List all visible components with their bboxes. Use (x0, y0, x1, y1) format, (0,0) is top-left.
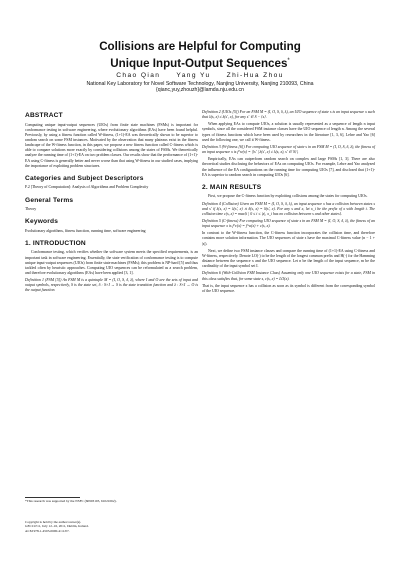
authors: Chao Qian Yang Yu Zhi-Hua Zhou (116, 72, 284, 79)
definition-6: Definition 6 (With-Collision FSM Instance Class) Assuming only one UIO sequence exists for a state, FSM in this class satisfies that, for some state s, c(s, x) = LO(x). (202, 271, 375, 281)
right-paragraph-2: Empirically, EAs can outperform random search on complex and large FSMs [1, 3]. There are also theoretical studies disclosing the behaviors of EAs on computing UIOs. For example, Lehre and Yao analyzed the influence of the EA configurations on the running time for computing UIOs [7], and disclosed that (1+1)-EA is superior to random search in computing UIOs [6]. (202, 157, 375, 177)
introduction-heading: 1. INTRODUCTION (25, 239, 86, 247)
introduction-text: Conformance testing, which verifies whether the software system meets the specified requirements, is an important task in software engineering. Essentially, the state verification of conformance testing is to compute unique input-output sequences (UIOs) from finite state machines (FSMs); this problem is NP-hard [5] and thus tackled often by heuristic approaches. Computing UIO sequences can be reformulated as a search problem, and therefore evolutionary algorithms (EAs) have been applied [3, 1]. (25, 250, 198, 275)
title-footnote-mark: * (287, 58, 290, 64)
copyright-line-1: Copyright is held by the author/owner(s). (25, 520, 82, 524)
keywords-heading: Keywords (25, 218, 59, 226)
title-line-1: Collisions are Helpful for Computing (99, 40, 301, 53)
categories-heading: Categories and Subject Descriptors (25, 174, 144, 182)
general-terms-heading: General Terms (25, 196, 74, 204)
copyright-line-3: ACM 978-1-4503-0690-4/11/07. (25, 528, 70, 533)
right-paragraph-1: When applying EAs to compute UIOs, a solution is usually represented as a sequence of length n input symbols, since all the considered FSM instance classes have the UIO sequence of length n. Among the several types of fitness functions which have been used by researchers in the literature [1, 3, 6], Lehre and Yao [6] used the following one, we call it W-fitness. (202, 122, 375, 142)
definition-3: Definition 3 (W-fitness [6]) For computing UIO sequence of state s in an FSM M = (I, O, S, δ, λ), the fitness of an input sequence x is f^w(x) = |{s' | λ(s', x) ≠ λ(s, x), s' ∈ S}|. (202, 144, 375, 155)
abstract-text: Computing unique input-output sequences (UIOs) from finite state machines (FSMs) is important for conformance testing in software engineering, where evolutionary algorithms (EAs) have been found helpful. Previously, by using a fitness function called W-fitness, (1+1)-EA was theoretically shown to be superior to random search on some FSM instances. Motivated by the observation that many plateaus exist in the fitness landscape of the W-fitness function, in this paper, we propose a new fitness function called C-fitness which is able to compare solutions more exactly by considering collisions among the states of FSMs. We theoretically analyze the running time of (1+1)-EA on two problem classes. Our results show that the performance of (1+1)-EA using C-fitness is generally better and never worse than that using W-fitness in our studied cases, implying the importance of exploiting problem structures. (25, 122, 198, 168)
right-column (202, 110, 375, 296)
title-line-2-text: Unique Input-Output Sequences (110, 56, 288, 70)
keywords-text: Evolutionary algorithms, fitness function, running time, software engineering (25, 228, 146, 233)
definition-2: Definition 2 (UIOs [5]) For an FSM M = (I, O, S, δ, λ), an UIO sequence of state s is an input sequence x such that λ(s, x) ≠ λ(s', x), for any s' ∈ S − {s}. (202, 110, 375, 120)
footnote-rule (25, 497, 80, 498)
footnote: *This research was supported by the NSFC (60903103, 61021062). (25, 499, 117, 503)
definition-4: Definition 4 (Collision) Given an FSM M = (I, O, S, δ, λ), an input sequence x has a collision between states s and s' if λ(s, x) = λ(s', x) ∧ δ(s, x) = δ(s', x). For any s and x, let x_i be the prefix of x with length i. The collision time c(s, x) = max{i | 0 ≤ i ≤ |x|, x_i has no collision between s and other states}. (202, 201, 375, 216)
right-paragraph-4: In contrast to the W-fitness function, the C-fitness function incorporates the collision time, and therefore contains more solution information. The UIO sequences of state s have the maximal C-fitness value (n − 1 + |s|). (202, 231, 375, 246)
categories-text: F.2 [Theory of Computation]: Analysis of Algorithms and Problem Complexity (25, 185, 149, 190)
definition-5: Definition 5 (C-fitness) For computing UIO sequence of state s in an FSM M = (I, O, S, δ, λ), the fitness of an input sequence x is f^c(x) = f^w(x) + c(s, x). (202, 219, 375, 229)
affiliation-line-2: {qianc,yuy,zhouzh}@lamda.nju.edu.cn (156, 87, 244, 94)
definition-1: Definition 1 (FSM [5]) An FSM M is a quintuple M = (I, O, S, δ, λ), where I and O are the sets of input and output symbols, respectively, S is the state set, δ : S×I → S is the state transition function and λ : S×I → O is the output function. (25, 278, 198, 293)
title-line-2 (60, 54, 340, 71)
affiliation-line-1: National Key Laboratory for Novel Software Technology, Nanjing University, Nanjing 210093, China (86, 81, 314, 87)
right-paragraph-3: First, we propose the C-fitness function by exploiting collisions among the states for computing UIOs. (208, 194, 368, 199)
copyright-block (25, 520, 198, 533)
general-terms-text: Theory (25, 207, 37, 212)
paper-title (60, 40, 340, 71)
abstract-heading: ABSTRACT (25, 112, 63, 119)
right-paragraph-6: That is, the input sequence x has a collision as soon as its symbol is different from the corresponding symbol of the UIO sequence. (202, 283, 375, 293)
left-column (25, 112, 198, 296)
copyright-line-2: GECCO'11, July 12–16, 2011, Dublin, Ireland. (25, 524, 89, 529)
affiliation (10, 81, 390, 94)
main-results-heading: 2. MAIN RESULTS (202, 183, 262, 191)
right-paragraph-5: Next, we define two FSM instance classes and compare the running time of (1+1)-EA using C-fitness and W-fitness, respectively. Denote LO(·) to be the length of the longest common prefix and H(·) for the Hamming distance between the sequence x and the UIO sequence. Let n be the length of the input sequence, m be the cardinality of the input symbol set I. (202, 248, 375, 269)
